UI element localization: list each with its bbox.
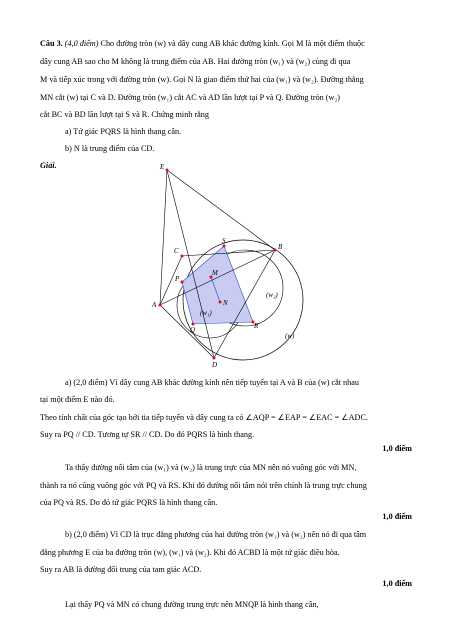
label-p: P bbox=[175, 275, 180, 283]
label-d: D bbox=[212, 361, 218, 369]
tangent-ea bbox=[160, 170, 167, 305]
label-n: N bbox=[223, 299, 228, 307]
solution-a-line-5: Ta thấy đường nối tâm của (w₁) và (w₂) là trung trực của MN nên nó vuông góc với MN, bbox=[65, 463, 357, 472]
solution-b-line-2: đẳng phương E của ba đường tròn (w), (w₁) và (w₂). Khi đó ACBD là một tứ giác điều hòa. bbox=[40, 548, 340, 557]
label-q: Q bbox=[190, 326, 196, 334]
problem-heading: Câu 3. bbox=[40, 39, 63, 48]
label-e: E bbox=[160, 163, 165, 171]
score-1: 1,0 điểm bbox=[382, 444, 412, 453]
score-2: 1,0 điểm bbox=[382, 512, 412, 521]
problem-text-5: cắt BC và BD lần lượt tại S và R. Chứng minh rằng bbox=[40, 110, 209, 119]
segment-bc bbox=[182, 250, 275, 256]
quad-pqrs bbox=[182, 246, 253, 324]
label-w2: (w₂) bbox=[266, 291, 278, 299]
label-c: C bbox=[174, 247, 179, 255]
geometry-figure bbox=[140, 160, 310, 370]
solution-a-line-7: của PQ và RS. Do đó tứ giác PQRS là hình thang cân. bbox=[40, 498, 218, 507]
score-3: 1,0 điểm bbox=[382, 579, 412, 588]
problem-text-1: Cho đường tròn (w) và dây cung AB khác đường kính. Gọi M là một điểm thuộc bbox=[100, 39, 365, 48]
solution-b-line-4: Lại thấy PQ và MN có chung đường trung trực nên MNQP là hình thang cân, bbox=[65, 600, 319, 609]
solution-a-line-6: thành ra nó cũng vuông góc với PQ và RS. Khi đó đường nối tâm nói trên chính là trung trực chung bbox=[40, 481, 367, 490]
solution-a-line-1: a) (2,0 điểm) Vì dây cung AB khác đường kính nên tiếp tuyến tại A và B của (w) cắt nhau bbox=[65, 378, 359, 387]
solution-b-line-1: b) (2,0 điểm) Vì CD là trục đẳng phương của hai đường tròn (w₁) và (w₂) nên nó đi qua tâm bbox=[65, 530, 367, 539]
label-s: S bbox=[222, 237, 226, 245]
solution-label: Giải. bbox=[40, 161, 57, 170]
label-w: (w) bbox=[285, 332, 295, 340]
solution-a-line-3: Theo tính chất của góc tạo bởi tia tiếp tuyến và dây cung ta có ∠AQP = ∠EAP = ∠EAC = ∠ADC. bbox=[40, 413, 368, 422]
label-m: M bbox=[212, 269, 218, 277]
label-r: R bbox=[254, 322, 259, 330]
problem-part-b: b) N là trung điểm của CD. bbox=[65, 144, 155, 153]
label-b: B bbox=[278, 243, 283, 251]
problem-text-2: dây cung AB sao cho M không là trung điểm của AB. Hai đường tròn (w₁) và (w₂) cùng đi qua bbox=[40, 57, 351, 66]
problem-line-1 bbox=[40, 36, 415, 53]
solution-a-line-2: tại một điểm E nào đó. bbox=[40, 395, 115, 404]
solution-a-line-4: Suy ra PQ // CD. Tương tự SR // CD. Do đó PQRS là hình thang. bbox=[40, 430, 255, 439]
problem-text-4: MN cắt (w) tại C và D. Đường tròn (w₁) cắt AC và AD lần lượt tại P và Q. Đường tròn (w₂) bbox=[40, 93, 341, 102]
label-a: A bbox=[152, 301, 157, 309]
tangent-eb bbox=[167, 170, 275, 250]
solution-b-line-3: Suy ra AB là đường đối trung của tam giác ACD. bbox=[40, 565, 202, 574]
problem-part-a: a) Tứ giác PQRS là hình thang cân. bbox=[65, 127, 182, 136]
label-w1: (w₁) bbox=[200, 309, 212, 317]
problem-text-3: M và tiếp xúc trong với đường tròn (w). Gọi N là giao điểm thứ hai của (w₁) và (w₂). Đường thẳng bbox=[40, 75, 364, 84]
problem-points: (4,0 điểm) bbox=[64, 39, 99, 48]
